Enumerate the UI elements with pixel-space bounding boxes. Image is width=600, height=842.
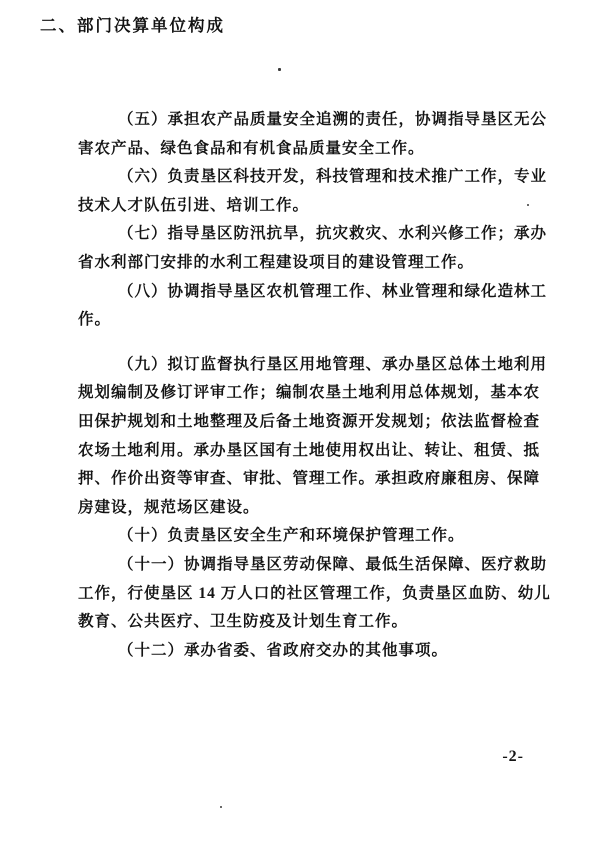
- text-line: （九）拟订监督执行垦区用地管理、承办垦区总体土地利用: [118, 355, 548, 373]
- text-line: （十一）协调指导垦区劳动保障、最低生活保障、医疗救助: [118, 555, 548, 573]
- text-line: 农场土地利用。承办垦区国有土地使用权出让、转让、租赁、抵: [78, 441, 541, 459]
- text-line: 田保护规划和土地整理及后备土地资源开发规划；依法监督检查: [78, 412, 541, 430]
- text-line: 教育、公共医疗、卫生防疫及计划生育工作。: [78, 613, 409, 631]
- paragraph-5: [78, 351, 548, 523]
- text-line: 技术人才队伍引进、培训工作。: [78, 196, 310, 214]
- paragraph-8: [78, 637, 524, 666]
- scan-speck-icon: [527, 204, 529, 206]
- paragraph-1: [78, 106, 548, 163]
- text-line: （七）指导垦区防汛抗旱，抗灾救灾、水利兴修工作；承办: [118, 225, 548, 243]
- text-line: （八）协调指导垦区农机管理工作、林业管理和绿化造林工: [118, 282, 548, 300]
- paragraph-3: [78, 220, 548, 277]
- paragraph-4: [78, 278, 548, 335]
- text-line: 押、作价出资等审查、审批、管理工作。承担政府廉租房、保障: [78, 470, 541, 488]
- page-number: -2-: [502, 748, 524, 765]
- text-line: 规划编制及修订评审工作；编制农垦土地利用总体规划，基本农: [78, 384, 541, 402]
- text-line: 省水利部门安排的水利工程建设项目的建设管理工作。: [78, 253, 475, 271]
- section-heading: 二、部门决算单位构成: [40, 16, 225, 35]
- text-line: 工作，行使垦区 14 万人口的社区管理工作，负责垦区血防、幼儿: [78, 584, 551, 602]
- paragraph-7: [78, 551, 551, 637]
- text-line: 害农产品、绿色食品和有机食品质量安全工作。: [78, 139, 425, 157]
- scan-speck-icon: [220, 806, 222, 808]
- paragraph-2: [78, 163, 548, 220]
- text-line: （十二）承办省委、省政府交办的其他事项。: [118, 641, 449, 659]
- text-line: （五）承担农产品质量安全追溯的责任，协调指导垦区无公: [118, 111, 548, 128]
- paragraph-6: [78, 522, 524, 551]
- text-line: （六）负责垦区科技开发，科技管理和技术推广工作，专业: [118, 168, 548, 186]
- scan-speck-icon: [278, 68, 281, 71]
- document-body: [78, 106, 551, 665]
- text-line: 作。: [78, 311, 112, 329]
- text-line: （十）负责垦区安全生产和环境保护管理工作。: [118, 527, 465, 545]
- text-line: 房建设，规范场区建设。: [78, 498, 260, 516]
